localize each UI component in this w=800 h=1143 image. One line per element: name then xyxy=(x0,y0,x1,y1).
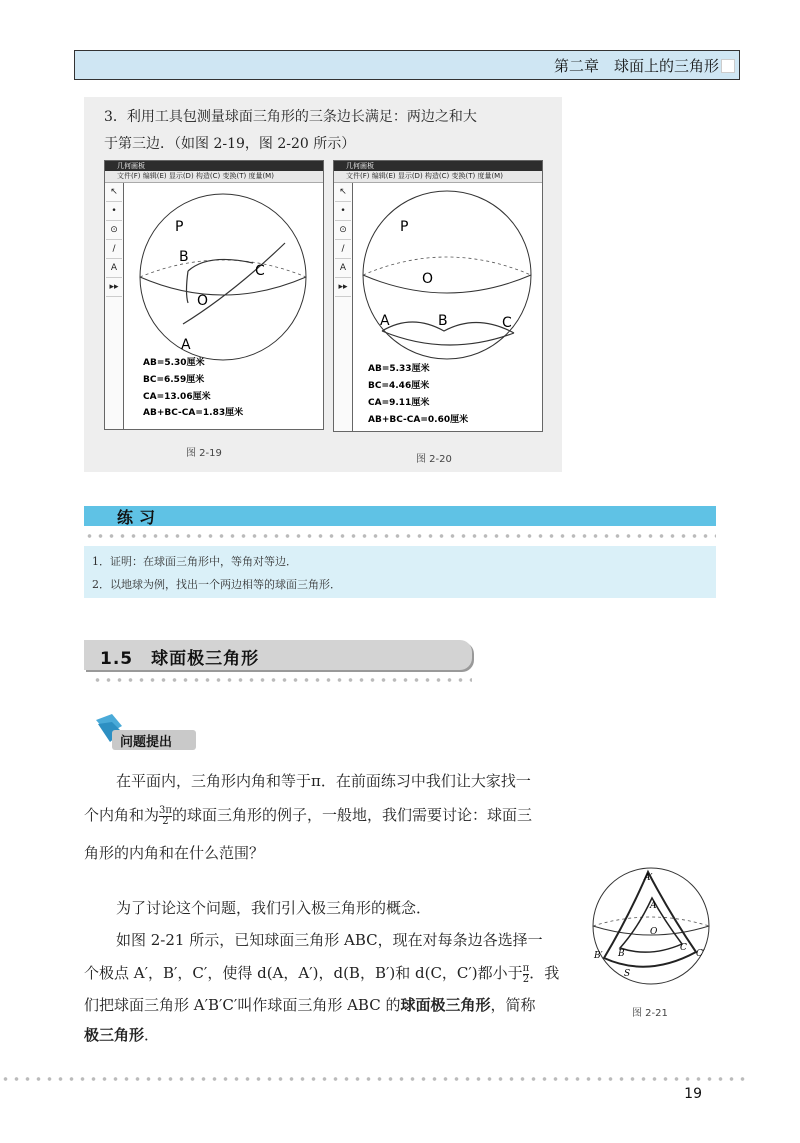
window-title: 几何画板 xyxy=(105,161,323,171)
frac-num: 3π xyxy=(159,804,172,816)
intro-text xyxy=(104,104,554,158)
exercise-title: 练习 xyxy=(117,508,162,527)
equator-back xyxy=(593,917,709,926)
exercise-item-1: 1．证明：在球面三角形中，等角对等边． xyxy=(92,555,297,568)
intro-line-1: 3．利用工具包测量球面三角形的三条边长满足：两边之和大 xyxy=(104,109,477,125)
label-o: O xyxy=(197,293,209,309)
arc-abc xyxy=(382,322,514,333)
measure-sum: AB+BC-CA=1.83厘米 xyxy=(143,408,244,418)
para1-line3: 角形的内角和在什么范围？ xyxy=(84,844,265,862)
line-tool-icon[interactable]: / xyxy=(106,241,122,259)
label-p: P xyxy=(175,219,184,235)
arc-ac xyxy=(183,243,285,324)
measure-bc: BC=6.59厘米 xyxy=(143,375,205,385)
para3-line3-b: ，简称 xyxy=(490,996,536,1014)
page-number: 19 xyxy=(684,1086,702,1102)
measure-bc: BC=4.46厘米 xyxy=(368,381,430,391)
label-s: S xyxy=(624,969,631,979)
custom-tool-icon[interactable]: ▸▸ xyxy=(106,279,122,297)
arrow-tool-icon[interactable]: ↖ xyxy=(106,184,122,202)
fraction-3pi-2 xyxy=(159,806,172,827)
frac-num: π xyxy=(522,962,530,974)
para3-line3-a: 们把球面三角形 A′B′C′叫作球面三角形 ABC 的 xyxy=(84,996,401,1014)
caption-fig-2-19: 图 2-19 xyxy=(186,448,222,459)
measure-ab: AB=5.30厘米 xyxy=(143,358,205,368)
measure-ca: CA=13.06厘米 xyxy=(143,392,211,402)
label-b: B xyxy=(438,313,448,329)
arrow-tool-icon[interactable]: ↖ xyxy=(335,184,351,202)
measure-sum: AB+BC-CA=0.60厘米 xyxy=(368,415,469,425)
term-polar-triangle: 球面极三角形 xyxy=(400,996,491,1014)
menu-bar[interactable]: 文件(F) 编辑(E) 显示(D) 构造(C) 变换(T) 度量(M) xyxy=(334,171,542,183)
equator-front xyxy=(363,275,531,293)
label-c: C xyxy=(680,943,687,953)
para1-line2-a: 个内角和为 xyxy=(84,806,160,824)
label-b: B xyxy=(179,249,189,265)
footer-dot-divider xyxy=(0,1077,750,1081)
para3-line2-b: ．我 xyxy=(529,964,560,982)
dot-divider xyxy=(84,534,716,538)
para3-line2 xyxy=(84,958,574,988)
toolbox xyxy=(334,183,353,431)
software-window-left xyxy=(104,160,324,430)
label-b-prime: B′ xyxy=(594,951,603,961)
label-c: C xyxy=(255,263,265,279)
menu-bar[interactable]: 文件(F) 编辑(E) 显示(D) 构造(C) 变换(T) 度量(M) xyxy=(105,171,323,183)
toolbox xyxy=(105,183,124,429)
frac-den: 2 xyxy=(162,815,169,827)
sphere-outline xyxy=(140,194,306,360)
sphere-diagram-left xyxy=(123,183,323,429)
arc-bc xyxy=(188,259,253,271)
para1-line1: 在平面内，三角形内角和等于π．在前面练习中我们让大家找一 xyxy=(116,772,531,790)
point-tool-icon[interactable]: • xyxy=(106,203,122,221)
para3-line2-a: 个极点 A′，B′，C′，使得 d(A，A′)，d(B，B′)和 d(C，C′)都小于 xyxy=(84,964,523,982)
exercise-item-2: 2．以地球为例，找出一个两边相等的球面三角形． xyxy=(92,578,341,591)
label-a: A xyxy=(650,901,657,911)
label-p: P xyxy=(400,219,409,235)
custom-tool-icon[interactable]: ▸▸ xyxy=(335,279,351,297)
circle-tool-icon[interactable]: ⊙ xyxy=(335,222,351,240)
para3-line3 xyxy=(84,990,574,1020)
section-title: 1.5 球面极三角形 xyxy=(100,649,260,669)
chapter-title: 第二章 球面上的三角形 xyxy=(553,57,719,75)
label-c: C xyxy=(502,315,512,331)
label-b: B xyxy=(618,949,625,959)
para1-line2-b: 的球面三角形的例子，一般地，我们需要讨论：球面三 xyxy=(171,806,532,824)
exercise-banner xyxy=(84,506,716,526)
label-a-prime: A′ xyxy=(644,873,653,883)
arc-ca xyxy=(382,331,514,345)
exercise-box xyxy=(84,546,716,598)
para3-line1: 如图 2-21 所示，已知球面三角形 ABC，现在对每条边各选择一 xyxy=(116,931,543,949)
label-o: O xyxy=(650,927,658,937)
equator-back xyxy=(140,260,306,277)
label-o: O xyxy=(422,271,434,287)
circle-tool-icon[interactable]: ⊙ xyxy=(106,222,122,240)
para2-line1: 为了讨论这个问题，我们引入极三角形的概念． xyxy=(116,899,432,917)
caption-fig-2-21: 图 2-21 xyxy=(632,1008,668,1019)
arc-ab xyxy=(187,271,189,303)
text-tool-icon[interactable]: A xyxy=(335,260,351,278)
software-window-right xyxy=(333,160,543,432)
para1-line2 xyxy=(84,800,532,830)
problem-label: 问题提出 xyxy=(120,735,173,750)
frac-den: 2 xyxy=(522,973,530,985)
para3-line4 xyxy=(84,1020,159,1050)
caption-fig-2-20: 图 2-20 xyxy=(416,454,452,465)
equator-front xyxy=(140,277,306,295)
section-dot-divider xyxy=(92,678,472,682)
equator-back xyxy=(363,257,531,275)
point-tool-icon[interactable]: • xyxy=(335,203,351,221)
term-polar-short: 极三角形 xyxy=(84,1026,145,1044)
intro-line-2: 于第三边．（如图 2-19，图 2-20 所示） xyxy=(104,136,356,152)
label-a: A xyxy=(380,313,390,329)
header-decoration xyxy=(721,59,735,73)
para3-line4-b: ． xyxy=(144,1026,160,1044)
line-tool-icon[interactable]: / xyxy=(335,241,351,259)
window-title: 几何画板 xyxy=(334,161,542,171)
sphere-diagram-right xyxy=(352,183,542,431)
label-c-prime: C′ xyxy=(696,949,705,959)
figure-2-21 xyxy=(588,858,718,998)
measure-ab: AB=5.33厘米 xyxy=(368,364,430,374)
label-a: A xyxy=(181,337,191,353)
text-tool-icon[interactable]: A xyxy=(106,260,122,278)
chapter-header xyxy=(74,50,740,80)
measure-ca: CA=9.11厘米 xyxy=(368,398,430,408)
